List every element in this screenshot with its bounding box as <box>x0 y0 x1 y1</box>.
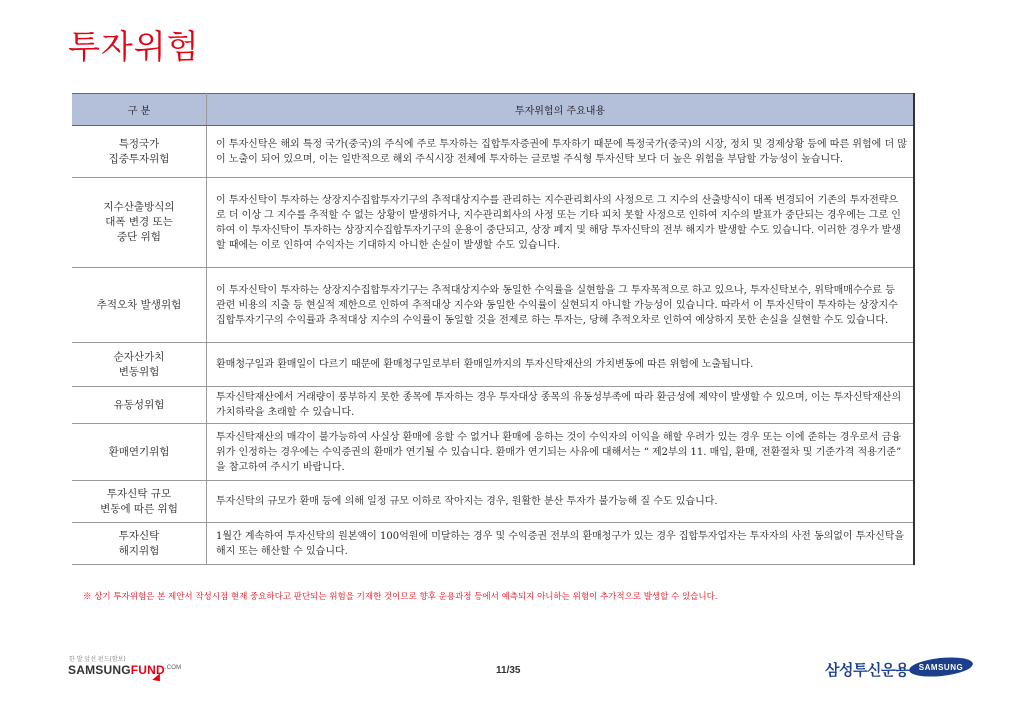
table-row <box>72 268 914 343</box>
risk-description-cell: 투자신탁재산의 매각이 불가능하여 사실상 환매에 응할 수 없거나 환매에 응하는 것이 수익자의 이익을 해할 우려가 있는 경우 또는 이에 준하는 경우로서 금융위가 인정하는 경우에는 수익증권의 환매가 연기될 수 있습니다. 환매가 연기되는 사유에 대해서는 “ 제2부의 11. 매입, 환매, 전환절차 및 기준가격 적용기준” 을 참고하여 주시기 바랍니다. <box>207 424 915 481</box>
risk-category-cell <box>72 481 207 523</box>
risk-category-line: 순자산가치 <box>113 350 165 363</box>
table-row <box>72 481 914 523</box>
risk-category-cell <box>72 178 207 268</box>
table-row <box>72 343 914 387</box>
risk-category-line: 해지위험 <box>118 544 160 557</box>
risk-category-cell <box>72 268 207 343</box>
risk-category-cell <box>72 387 207 424</box>
risk-description-cell: 환매청구일과 환매일이 다르기 때문에 환매청구일로부터 환매일까지의 투자신탁재산의 가치변동에 따른 위험에 노출됩니다. <box>207 343 915 387</box>
risk-category-cell <box>72 523 207 565</box>
footer-slogan: 한 발 앞선 펀드(함보) <box>69 656 126 663</box>
brand-highlight: FUND <box>130 663 165 677</box>
table-row <box>72 126 914 178</box>
column-header-category: 구 분 <box>72 94 207 126</box>
risk-category-cell <box>72 343 207 387</box>
risk-category-line: 대폭 변경 또는 <box>105 216 173 228</box>
risk-category-line: 투자신탁 규모 <box>106 487 172 500</box>
risk-category-line: 투자신탁 <box>118 529 160 542</box>
footnote: ※ 상기 투자위험은 본 제안서 작성시점 현재 중요하다고 판단되는 위험을 기재한 것이므로 향후 운용과정 등에서 예측되지 아니하는 위험이 추가적으로 발생할 수 있습니다. <box>83 592 718 602</box>
brand-prefix: SAMSUNG <box>68 663 131 677</box>
risk-description-cell: 투자신탁재산에서 거래량이 풍부하지 못한 종목에 투자하는 경우 투자대상 종목의 유동성부족에 따라 환금성에 제약이 발생할 수 있으며, 이는 투자신탁재산의 가치하락을 초래할 수 있습니다. <box>207 387 915 424</box>
risk-description-cell: 투자신탁의 규모가 환매 등에 의해 일정 규모 이하로 작아지는 경우, 원활한 분산 투자가 불가능해 질 수도 있습니다. <box>207 481 915 523</box>
table-row <box>72 387 914 424</box>
risk-category-line: 중단 위험 <box>117 231 161 243</box>
risk-description-cell: 이 투자신탁이 투자하는 상장지수집합투자기구는 추적대상지수와 동일한 수익률을 실현함을 그 투자목적으로 하고 있으나, 투자신탁보수, 위탁매매수수료 등 관련 비용의 지출 등 현실적 제한으로 인하여 추적대상 지수와 동일한 수익률이 실현되지 아니할 가능성이 있습니다. 따라서 이 투자신탁이 투자하는 상장지수집합투자기구의 수익률과 추적대상 지수의 수익률이 동일할 것을 전제로 하는 투자는, 당해 추적오차로 인하여 예상하지 못한 손실을 실현할 수도 있습니다. <box>207 268 915 343</box>
risk-description-cell: 이 투자신탁은 해외 특정 국가(중국)의 주식에 주로 투자하는 집합투자증권에 투자하기 때문에 특정국가(중국)의 시장, 정치 및 경제상황 등에 따른 위험에 더 많이 노출이 되어 있으며, 이는 일반적으로 해외 주식시장 전체에 투자하는 글로벌 주식형 투자신탁 보다 더 높은 위험을 부담할 가능성이 높습니다. <box>207 126 915 178</box>
samsung-logo-icon <box>908 657 974 677</box>
table-row <box>72 178 914 268</box>
table-row <box>72 523 914 565</box>
column-header-content: 투자위험의 주요내용 <box>207 94 915 126</box>
risk-description-cell: 1월간 계속하여 투자신탁의 원본액이 100억원에 미달하는 경우 및 수익증권 전부의 환매청구가 있는 경우 집합투자업자는 투자자의 사전 동의없이 투자신탁을 해지 또는 해산할 수 있습니다. <box>207 523 915 565</box>
risk-category-line: 변동에 따른 위험 <box>100 502 178 515</box>
risk-category-line: 집중투자위험 <box>108 152 170 165</box>
risk-category-line: 지수산출방식의 <box>103 201 175 213</box>
table-row <box>72 424 914 481</box>
table-header-row <box>72 94 914 126</box>
page-title: 투자위험 <box>68 27 200 66</box>
risk-category-line: 특정국가 <box>118 137 160 150</box>
risk-category-line: 환매연기위험 <box>108 445 170 458</box>
risk-description-cell: 이 투자신탁이 투자하는 상장지수집합투자기구의 추적대상지수를 관리하는 지수관리회사의 사정으로 그 지수의 산출방식이 대폭 변경되어 기존의 투자전략으로 더 이상 그 지수를 추적할 수 없는 상황이 발생하거나, 지수관리회사의 사정 또는 기타 피치 못할 사정으로 인하여 지수의 발표가 중단되는 경우에는 그로 인하여 이 투자신탁이 투자하는 상장지수집합투자기구의 운용이 중단되고, 상장 폐지 및 해당 투자신탁의 전부 해지가 발생할 수도 있습니다. 이러한 경우가 발생할 때에는 이로 인하여 수익자는 기대하지 아니한 손실이 발생할 수도 있습니다. <box>207 178 915 268</box>
samsung-logo-text: SAMSUNG <box>918 663 964 672</box>
investment-risk-table <box>72 93 915 565</box>
company-name: 삼성투신운용 <box>825 661 909 679</box>
samsungfund-logo[interactable] <box>68 663 181 677</box>
brand-suffix: .COM <box>164 665 182 671</box>
risk-category-line: 추적오차 발생위험 <box>96 298 182 311</box>
risk-category-cell <box>72 424 207 481</box>
risk-category-line: 변동위험 <box>118 365 160 378</box>
risk-category-line: 유동성위험 <box>113 398 165 411</box>
risk-category-cell <box>72 126 207 178</box>
page-number: 11/35 <box>496 665 521 676</box>
